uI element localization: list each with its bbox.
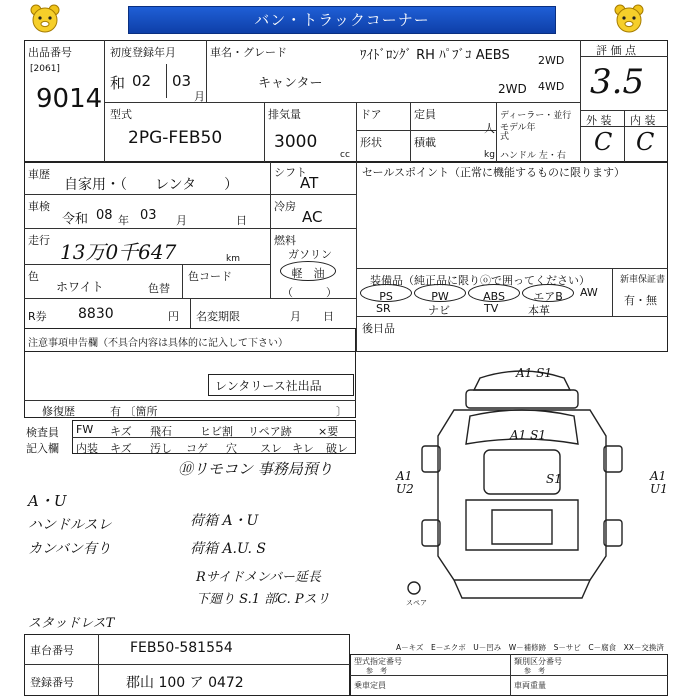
inspection-month-unit: 月 bbox=[176, 214, 187, 227]
equip-ps-label: PS bbox=[379, 290, 393, 303]
chassis-value: FEB50-581554 bbox=[130, 640, 233, 656]
fuel-diesel: 軽 油 bbox=[291, 267, 325, 280]
equip-airbag-label: エアB bbox=[533, 290, 563, 303]
diagram-spare-label: スペア bbox=[406, 599, 427, 607]
registration-month: 03 bbox=[172, 72, 192, 90]
type-number-ref: 参 考 bbox=[366, 667, 387, 675]
inspection-year: 08 bbox=[96, 208, 113, 223]
registration-month-unit: 月 bbox=[194, 90, 205, 103]
mileage-value: 13万0千647 bbox=[60, 240, 177, 264]
inspection-label: 車検 bbox=[28, 200, 50, 213]
fuel-diesel-circle bbox=[280, 261, 336, 281]
repair-label: 修復歴 bbox=[42, 405, 75, 418]
shape-label: 形状 bbox=[360, 136, 382, 149]
hw-left-2: ハンドルスレ bbox=[28, 517, 112, 533]
inspector-r2-cut: キレ bbox=[292, 442, 314, 455]
mileage-unit: km bbox=[226, 254, 240, 264]
score-label: 評 価 点 bbox=[596, 44, 636, 57]
aircon-label: 冷房 bbox=[274, 200, 296, 213]
notes-stamp: レンタリース社出品 bbox=[215, 379, 322, 393]
mileage-label: 走行 bbox=[28, 234, 50, 247]
load-unit: kg bbox=[484, 150, 495, 160]
diagram-mark-3: A1 U2 bbox=[396, 469, 414, 496]
car-name: キャンター bbox=[258, 76, 323, 91]
inspector-r1-repair: リペア跡 bbox=[248, 425, 292, 438]
dealer-label: ディーラー・並行 bbox=[500, 111, 572, 121]
warranty-label: 新車保証書 bbox=[620, 275, 666, 285]
equip-tv: TV bbox=[484, 302, 499, 315]
equip-pw bbox=[414, 284, 466, 302]
registration-era: 和 bbox=[110, 74, 126, 92]
equipment-label: 装備品（純正品に限りⓞで囲ってください） bbox=[370, 274, 590, 287]
handle-label: ハンドル 左・右 bbox=[500, 151, 566, 161]
color-change-label: 色替 bbox=[148, 282, 170, 295]
class-number-ref: 参 考 bbox=[524, 667, 545, 675]
notes-stamp-box bbox=[208, 374, 354, 396]
name-change-unit: 月 日 bbox=[290, 310, 334, 323]
exterior-grade: C bbox=[594, 128, 613, 156]
registration-label: 初度登録年月 bbox=[110, 46, 176, 59]
hw-middle-2: 荷箱 A.U. S bbox=[190, 541, 267, 557]
equip-aw: AW bbox=[580, 286, 598, 299]
model-year-label: モデル年式 bbox=[500, 123, 536, 142]
fuel-other: （ ） bbox=[282, 286, 337, 299]
diagram-mark-1: A1 S1 bbox=[516, 366, 552, 380]
inspector-r2-tear: 破レ bbox=[326, 442, 348, 455]
aircon-value: AC bbox=[302, 208, 323, 226]
capacity-label: 定員 bbox=[414, 108, 436, 121]
recycle-unit: 円 bbox=[168, 310, 179, 323]
inspector-r1-scratch: キズ bbox=[110, 425, 132, 438]
name-change-label: 名変期限 bbox=[196, 310, 240, 323]
lot-number: 9014 bbox=[36, 84, 103, 114]
shift-label: シフト bbox=[274, 166, 307, 179]
hw-middle-1: 荷箱 A・U bbox=[190, 513, 259, 529]
vehicle-damage-diagram bbox=[392, 360, 652, 610]
interior-label: 内 装 bbox=[630, 114, 656, 127]
capacity-unit: 人 bbox=[484, 122, 495, 135]
hw-middle-4: 下廻り S.1 部C. Pスリ bbox=[196, 592, 330, 607]
section-header bbox=[128, 6, 556, 34]
inspector-label-1: 検査員 bbox=[26, 426, 59, 439]
inspector-fw: FW bbox=[76, 423, 94, 436]
car-name-label: 車名・グレード bbox=[210, 46, 287, 59]
displacement-value: 3000 bbox=[274, 132, 318, 152]
sales-point-label: セールスポイント（正常に機能するものに限ります） bbox=[362, 166, 626, 179]
registration-year: 02 bbox=[132, 72, 152, 90]
class-number-label: 類別区分番号 bbox=[514, 657, 562, 666]
equip-airbag bbox=[522, 284, 574, 302]
inspector-r2-wear: スレ bbox=[260, 442, 282, 455]
mascot-bear-right-icon bbox=[612, 2, 646, 36]
inspection-month: 03 bbox=[140, 208, 157, 223]
equip-leather: 本革 bbox=[528, 304, 550, 317]
history-value: 自家用・（ レンタ ） bbox=[64, 177, 239, 193]
equip-sr: SR bbox=[376, 302, 391, 315]
seat-capacity-label: 乗車定員 bbox=[354, 681, 386, 690]
hw-left-3: カンバン有り bbox=[28, 541, 112, 557]
color-label: 色 bbox=[28, 270, 39, 283]
equip-navi: ナビ bbox=[428, 304, 450, 317]
lot-label: 出品番号 bbox=[28, 46, 72, 59]
lot-sub: [2061] bbox=[30, 64, 60, 74]
interior-grade: C bbox=[636, 128, 655, 156]
fuel-gasoline: ガソリン bbox=[288, 248, 332, 261]
inspection-era: 令和 bbox=[62, 212, 89, 227]
drive-option-4wd: 4WD bbox=[538, 80, 565, 93]
diagram-mark-5: A1 U1 bbox=[650, 469, 668, 496]
warranty-value: 有・無 bbox=[624, 294, 657, 307]
shift-value: AT bbox=[300, 174, 319, 192]
recycle-value: 8830 bbox=[78, 306, 114, 322]
color-value: ホワイト bbox=[56, 280, 104, 294]
plate-label: 登録番号 bbox=[30, 676, 74, 689]
repair-value: 有 〔箇所 bbox=[110, 405, 158, 418]
header-title: バン・トラックコーナー bbox=[254, 11, 430, 29]
plate-value: 郡山 100 ア 0472 bbox=[126, 675, 244, 691]
inspector-r1-need: ×要 bbox=[318, 425, 339, 438]
car-drive: 2WD bbox=[498, 82, 527, 96]
repair-end: 〕 bbox=[336, 405, 347, 418]
history-label: 車歴 bbox=[28, 168, 50, 181]
hw-remote-note: ⑩リモコン 事務局預り bbox=[178, 460, 333, 478]
inspection-year-unit: 年 bbox=[118, 214, 129, 227]
drive-option-2wd: 2WD bbox=[538, 54, 565, 67]
exterior-label: 外 装 bbox=[586, 114, 612, 127]
inspector-r1-crack: ヒビ割 bbox=[200, 425, 233, 438]
hw-middle-3: Rサイドメンバー延長 bbox=[196, 570, 321, 585]
equip-ps bbox=[360, 284, 412, 302]
displacement-label: 排気量 bbox=[268, 108, 301, 121]
inspector-r2-scratch: キズ bbox=[110, 442, 132, 455]
diagram-mark-4: S1 bbox=[546, 472, 562, 486]
inspector-r2-dirt: 汚し bbox=[150, 442, 172, 455]
inspector-r2-burn: コゲ bbox=[186, 442, 208, 455]
damage-legend: A－キズ E－エクボ U－凹み W－補修跡 S－サビ C－腐食 XX－交換済 bbox=[396, 643, 664, 652]
hw-left-1: A・U bbox=[28, 492, 67, 510]
fuel-label: 燃料 bbox=[274, 234, 296, 247]
inspector-label-2: 記入欄 bbox=[26, 442, 59, 455]
notes-label: 注意事項申告欄（不具合内容は具体的に記入して下さい） bbox=[28, 338, 288, 349]
diagram-mark-2: A1 S1 bbox=[510, 428, 546, 442]
equip-pw-label: PW bbox=[431, 290, 449, 303]
equip-abs bbox=[468, 284, 520, 302]
aftermarket-label: 後日品 bbox=[362, 322, 395, 335]
inspector-r1-stone: 飛石 bbox=[150, 425, 172, 438]
inspector-interior: 内装 bbox=[76, 442, 98, 455]
model-label: 型式 bbox=[110, 108, 132, 121]
color-code-label: 色コード bbox=[188, 270, 232, 283]
recycle-label: R券 bbox=[28, 310, 47, 323]
score-value: 3.5 bbox=[590, 62, 645, 102]
type-number-label: 型式指定番号 bbox=[354, 657, 402, 666]
equip-abs-label: ABS bbox=[483, 290, 505, 303]
doors-label: ドア bbox=[360, 108, 382, 121]
model-value: 2PG-FEB50 bbox=[128, 128, 223, 148]
inspection-day-unit: 日 bbox=[236, 214, 247, 227]
inspector-r2-hole: 穴 bbox=[226, 442, 237, 455]
mascot-bear-left-icon bbox=[28, 2, 62, 36]
load-label: 積載 bbox=[414, 136, 436, 149]
displacement-unit: cc bbox=[340, 150, 350, 160]
car-grade: ﾜｲﾄﾞﾛﾝｸﾞ RH ﾊﾟﾌﾞｺ AEBS bbox=[360, 48, 510, 63]
chassis-label: 車台番号 bbox=[30, 644, 74, 657]
hw-left-4: スタッドレスT bbox=[28, 616, 115, 631]
vehicle-weight-label: 車両重量 bbox=[514, 681, 546, 690]
